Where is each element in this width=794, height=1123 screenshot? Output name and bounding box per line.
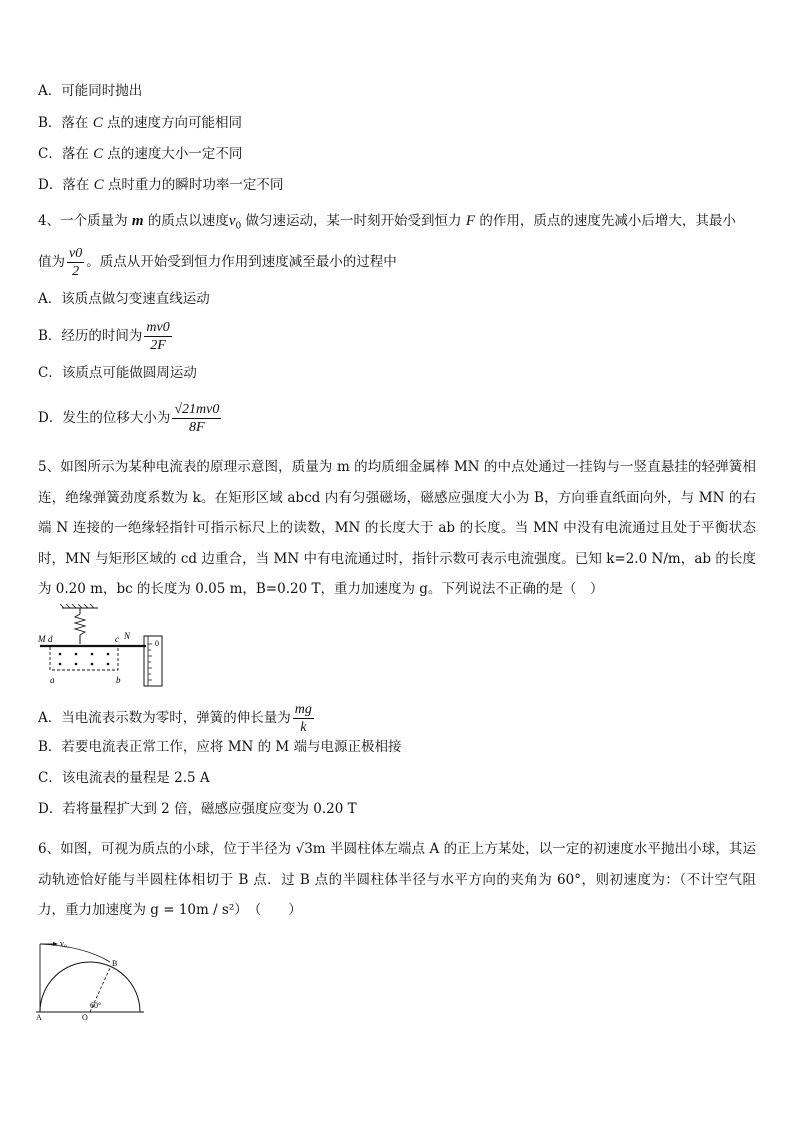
q5-ammeter-diagram [38,604,178,688]
q4-stem-text: 4、一个质量为 [38,213,132,229]
q4-stem-text: 的质点以速度 [143,213,229,229]
q4-option-b-text: B．经历的时间为 [38,328,143,344]
q4-stem-text: 做匀速运动，某一时刻开始受到恒力 [241,213,466,229]
q3-option-a: A．可能同时抛出 [38,83,143,99]
q4-stem-line2 [38,246,397,279]
label-B: B [112,959,118,968]
fraction-denominator: 8F [189,420,205,435]
q5-option-d: D．若将量程扩大到 2 倍，磁感应强度应变为 0.20 T [38,801,357,817]
label-v0: v₀ [60,939,67,948]
q3-option-b-var: C [92,115,103,131]
q3-option-b-pre: B．落在 [38,115,93,131]
q4-option-d-fraction [172,402,221,435]
q3-option-d [38,176,283,194]
q4-min-speed-fraction [67,246,84,279]
q4-option-d-text: D．发生的位移大小为 [38,410,171,426]
q4-stem-text: 的作用，质点的速度先减小后增大，其最小 [475,213,736,229]
q3-option-c-post: 点的速度大小一定不同 [103,146,243,162]
fraction-numerator: mg [294,702,312,717]
fraction-numerator: √21mv0 [174,402,220,417]
q4-option-c: C．该质点可能做圆周运动 [38,365,197,381]
fraction-numerator: mv0 [146,320,170,335]
label-O: O [82,1013,88,1020]
q4-var-v0: v [228,213,236,229]
q3-option-c-var: C [93,146,104,162]
label-zero: 0 [155,639,159,648]
fraction-denominator: k [300,720,307,735]
label-a: a [50,675,55,685]
q3-option-c [38,145,242,163]
q4-option-a: A．该质点做匀变速直线运动 [38,291,210,307]
q4-stem-text: 。质点从开始受到恒力作用到速度减至最小的过程中 [86,254,397,270]
q5-option-a-fraction [293,702,314,735]
label-d: d [48,634,53,644]
fraction-denominator: 2 [72,264,80,279]
q3-option-b-post: 点的速度方向可能相同 [102,115,243,131]
label-angle: 60° [90,1001,102,1010]
label-b: b [116,675,121,685]
q4-option-d [38,402,223,435]
label-N: N [124,631,131,641]
q4-stem-line1 [38,212,736,236]
q5-option-b: B．若要电流表正常工作，应将 MN 的 M 端与电源正极相接 [38,739,402,755]
q6-semicylinder-diagram [34,938,150,1020]
q4-stem-text: 值为 [38,254,65,270]
q3-option-d-pre: D．落在 [38,177,94,193]
q4-option-b-fraction [144,320,171,353]
label-c: c [115,634,119,644]
q3-option-c-pre: C．落在 [38,146,94,162]
q5-option-a [38,702,316,735]
q5-stem: 5、如图所示为某种电流表的原理示意图，质量为 m 的均质细金属棒 MN 的中点处通过一挂钩与一竖直悬挂的轻弹簧相连，绝缘弹簧劲度系数为 k。在矩形区域 abcd 内有匀强磁场，磁感应强度大小为 B，方向垂直纸面向外，与 MN 的右端 N 连接的一绝缘轻指针可指示标尺上的读数，MN 的长度大于 ab 的长度。当 MN 中没有电流通过且处于平衡状态时，MN 与矩形区域的 cd 边重合，当 MN 中有电流通过时，指针示数可表示电流强度。已知 k=2.0 N/m，ab 的长度为 0.20 m，bc 的长度为 0.05 m，B=0.20 T，重力加速度为 g。下列说法不正确的是（ ） [38,459,756,597]
q4-var-m: m [131,213,144,229]
label-A: A [36,1013,42,1020]
q3-option-b [38,114,242,132]
fraction-numerator: v0 [69,246,83,261]
q4-var-F: F [465,213,476,229]
label-M: M [38,634,46,644]
q4-option-b [38,320,174,353]
q3-option-d-post: 点时重力的瞬时功率一定不同 [103,177,284,193]
q5-option-a-text: A．当电流表示数为零时，弹簧的伸长量为 [38,710,291,726]
q4-var-v0-sub: 0 [235,221,242,232]
q5-option-c: C．该电流表的量程是 2.5 A [38,770,210,786]
fraction-denominator: 2F [150,338,166,353]
q3-option-d-var: C [93,177,104,193]
q6-stem: 6、如图，可视为质点的小球，位于半径为 √3m 半圆柱体左端点 A 的正上方某处，以一定的初速度水平抛出小球，其运动轨迹恰好能与半圆柱体相切于 B 点．过 B 点的半圆柱体半径与水平方向的夹角为 60°，则初速度为：（不计空气阻力，重力加速度为 g = 10m / s²） （ ） [38,841,756,918]
